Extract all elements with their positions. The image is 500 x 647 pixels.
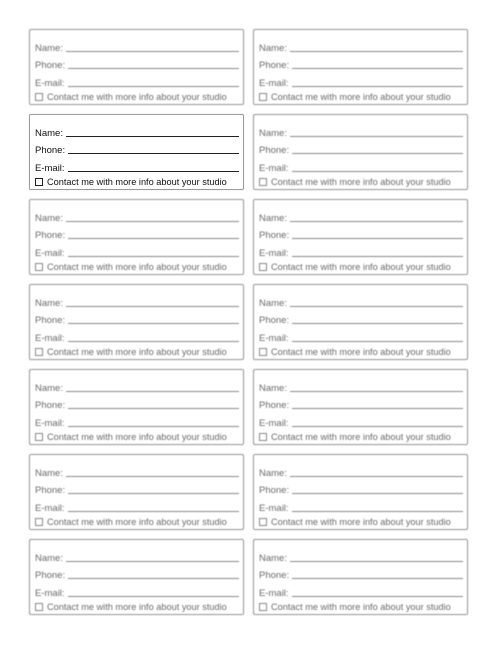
phone-field[interactable] bbox=[259, 309, 463, 327]
name-label: Name: bbox=[259, 297, 287, 309]
contact-checkbox-row[interactable] bbox=[35, 177, 239, 187]
name-line[interactable] bbox=[66, 50, 239, 52]
name-field[interactable] bbox=[259, 461, 463, 479]
name-field[interactable] bbox=[35, 121, 239, 139]
email-line[interactable] bbox=[68, 340, 239, 342]
contact-card bbox=[253, 284, 468, 360]
email-label: E-mail: bbox=[259, 417, 289, 429]
contact-card bbox=[29, 454, 244, 530]
phone-field[interactable] bbox=[35, 564, 239, 582]
phone-line[interactable] bbox=[292, 492, 463, 494]
phone-label: Phone: bbox=[35, 60, 66, 71]
phone-line[interactable] bbox=[68, 152, 239, 154]
email-field[interactable] bbox=[259, 496, 463, 514]
name-field[interactable] bbox=[259, 36, 463, 54]
email-label: E-mail: bbox=[259, 587, 289, 599]
email-line[interactable] bbox=[292, 595, 463, 597]
phone-label: Phone: bbox=[35, 315, 66, 326]
email-field[interactable] bbox=[35, 156, 239, 174]
name-field[interactable] bbox=[35, 461, 239, 479]
contact-checkbox[interactable] bbox=[35, 263, 43, 271]
contact-checkbox[interactable] bbox=[259, 518, 267, 526]
name-line[interactable] bbox=[290, 135, 463, 137]
email-line[interactable] bbox=[68, 255, 239, 257]
email-field[interactable] bbox=[259, 156, 463, 174]
contact-checkbox[interactable] bbox=[35, 603, 43, 611]
name-line[interactable] bbox=[66, 220, 239, 222]
contact-card bbox=[29, 539, 244, 615]
email-line[interactable] bbox=[292, 85, 463, 87]
email-field[interactable] bbox=[35, 581, 239, 599]
contact-card bbox=[29, 369, 244, 445]
name-field[interactable] bbox=[259, 291, 463, 309]
name-line[interactable] bbox=[290, 50, 463, 52]
phone-line[interactable] bbox=[68, 67, 239, 69]
contact-checkbox-row[interactable] bbox=[259, 92, 463, 102]
email-line[interactable] bbox=[68, 595, 239, 597]
phone-label: Phone: bbox=[259, 145, 290, 156]
contact-card bbox=[253, 29, 468, 105]
contact-checkbox[interactable] bbox=[259, 603, 267, 611]
email-line[interactable] bbox=[292, 340, 463, 342]
phone-field[interactable] bbox=[35, 224, 239, 242]
name-line[interactable] bbox=[290, 475, 463, 477]
contact-checkbox-label: Contact me with more info about your studio bbox=[271, 601, 451, 612]
name-label: Name: bbox=[259, 212, 287, 224]
name-label: Name: bbox=[35, 127, 63, 139]
contact-checkbox-row[interactable] bbox=[259, 517, 463, 527]
phone-field[interactable] bbox=[259, 394, 463, 412]
name-line[interactable] bbox=[66, 305, 239, 307]
email-label: E-mail: bbox=[259, 332, 289, 344]
card-grid bbox=[29, 29, 468, 615]
contact-checkbox-label: Contact me with more info about your studio bbox=[47, 516, 227, 527]
name-label: Name: bbox=[35, 552, 63, 564]
email-field[interactable] bbox=[259, 581, 463, 599]
email-label: E-mail: bbox=[259, 77, 289, 89]
phone-field[interactable] bbox=[259, 139, 463, 157]
phone-label: Phone: bbox=[259, 570, 290, 581]
name-line[interactable] bbox=[66, 475, 239, 477]
email-line[interactable] bbox=[68, 170, 239, 172]
email-field[interactable] bbox=[259, 411, 463, 429]
contact-checkbox-row[interactable] bbox=[35, 602, 239, 612]
contact-checkbox[interactable] bbox=[259, 348, 267, 356]
phone-label: Phone: bbox=[35, 145, 66, 156]
phone-field[interactable] bbox=[259, 224, 463, 242]
email-field[interactable] bbox=[35, 496, 239, 514]
name-field[interactable] bbox=[259, 376, 463, 394]
contact-checkbox-row[interactable] bbox=[259, 432, 463, 442]
phone-label: Phone: bbox=[35, 400, 66, 411]
name-line[interactable] bbox=[66, 390, 239, 392]
email-line[interactable] bbox=[292, 510, 463, 512]
email-label: E-mail: bbox=[35, 77, 65, 89]
name-label: Name: bbox=[259, 42, 287, 54]
name-line[interactable] bbox=[290, 390, 463, 392]
email-line[interactable] bbox=[292, 170, 463, 172]
contact-checkbox-label: Contact me with more info about your studio bbox=[47, 176, 227, 187]
contact-card bbox=[29, 284, 244, 360]
contact-checkbox[interactable] bbox=[259, 93, 267, 101]
name-line[interactable] bbox=[290, 220, 463, 222]
phone-label: Phone: bbox=[259, 230, 290, 241]
email-label: E-mail: bbox=[35, 332, 65, 344]
contact-checkbox-row[interactable] bbox=[259, 177, 463, 187]
email-label: E-mail: bbox=[35, 502, 65, 514]
contact-checkbox-row[interactable] bbox=[259, 347, 463, 357]
name-label: Name: bbox=[259, 382, 287, 394]
email-field[interactable] bbox=[259, 71, 463, 89]
contact-checkbox[interactable] bbox=[259, 178, 267, 186]
phone-line[interactable] bbox=[292, 322, 463, 324]
contact-checkbox-label: Contact me with more info about your studio bbox=[47, 91, 227, 102]
email-line[interactable] bbox=[68, 425, 239, 427]
name-field[interactable] bbox=[35, 546, 239, 564]
contact-checkbox[interactable] bbox=[35, 93, 43, 101]
contact-checkbox-label: Contact me with more info about your studio bbox=[271, 431, 451, 442]
contact-card bbox=[253, 539, 468, 615]
contact-checkbox-label: Contact me with more info about your studio bbox=[271, 516, 451, 527]
email-field[interactable] bbox=[35, 411, 239, 429]
contact-card bbox=[253, 114, 468, 190]
name-field[interactable] bbox=[35, 36, 239, 54]
phone-label: Phone: bbox=[259, 485, 290, 496]
phone-line[interactable] bbox=[68, 237, 239, 239]
phone-field[interactable] bbox=[35, 479, 239, 497]
email-field[interactable] bbox=[259, 241, 463, 259]
email-line[interactable] bbox=[68, 85, 239, 87]
name-line[interactable] bbox=[290, 305, 463, 307]
phone-line[interactable] bbox=[292, 67, 463, 69]
name-label: Name: bbox=[35, 382, 63, 394]
name-field[interactable] bbox=[259, 546, 463, 564]
phone-label: Phone: bbox=[35, 230, 66, 241]
phone-line[interactable] bbox=[68, 577, 239, 579]
phone-line[interactable] bbox=[292, 407, 463, 409]
email-field[interactable] bbox=[35, 241, 239, 259]
name-label: Name: bbox=[35, 467, 63, 479]
contact-checkbox-label: Contact me with more info about your studio bbox=[271, 91, 451, 102]
contact-checkbox-label: Contact me with more info about your studio bbox=[47, 261, 227, 272]
phone-field[interactable] bbox=[35, 394, 239, 412]
phone-field[interactable] bbox=[35, 54, 239, 72]
contact-checkbox-row[interactable] bbox=[35, 262, 239, 272]
contact-checkbox-row[interactable] bbox=[35, 92, 239, 102]
name-label: Name: bbox=[259, 467, 287, 479]
contact-card bbox=[29, 114, 244, 190]
phone-label: Phone: bbox=[259, 60, 290, 71]
phone-line[interactable] bbox=[292, 577, 463, 579]
phone-line[interactable] bbox=[68, 492, 239, 494]
name-field[interactable] bbox=[259, 206, 463, 224]
contact-card bbox=[29, 29, 244, 105]
email-field[interactable] bbox=[35, 326, 239, 344]
contact-card bbox=[253, 199, 468, 275]
phone-line[interactable] bbox=[68, 407, 239, 409]
name-field[interactable] bbox=[35, 206, 239, 224]
name-label: Name: bbox=[259, 127, 287, 139]
name-line[interactable] bbox=[66, 560, 239, 562]
phone-field[interactable] bbox=[259, 564, 463, 582]
phone-field[interactable] bbox=[35, 139, 239, 157]
name-label: Name: bbox=[35, 42, 63, 54]
phone-field[interactable] bbox=[259, 479, 463, 497]
email-line[interactable] bbox=[292, 425, 463, 427]
contact-checkbox-row[interactable] bbox=[35, 517, 239, 527]
contact-checkbox[interactable] bbox=[35, 433, 43, 441]
contact-card bbox=[253, 454, 468, 530]
contact-card bbox=[253, 369, 468, 445]
name-field[interactable] bbox=[259, 121, 463, 139]
phone-line[interactable] bbox=[292, 152, 463, 154]
email-label: E-mail: bbox=[259, 502, 289, 514]
contact-checkbox[interactable] bbox=[35, 178, 43, 186]
name-label: Name: bbox=[259, 552, 287, 564]
name-label: Name: bbox=[35, 212, 63, 224]
email-label: E-mail: bbox=[35, 162, 65, 174]
phone-field[interactable] bbox=[35, 309, 239, 327]
contact-checkbox-row[interactable] bbox=[35, 347, 239, 357]
contact-checkbox-row[interactable] bbox=[35, 432, 239, 442]
email-field[interactable] bbox=[259, 326, 463, 344]
contact-checkbox[interactable] bbox=[35, 518, 43, 526]
phone-line[interactable] bbox=[68, 322, 239, 324]
email-label: E-mail: bbox=[259, 247, 289, 259]
phone-line[interactable] bbox=[292, 237, 463, 239]
email-label: E-mail: bbox=[35, 417, 65, 429]
email-field[interactable] bbox=[35, 71, 239, 89]
contact-checkbox-label: Contact me with more info about your studio bbox=[271, 346, 451, 357]
email-line[interactable] bbox=[292, 255, 463, 257]
email-label: E-mail: bbox=[35, 247, 65, 259]
contact-checkbox-label: Contact me with more info about your studio bbox=[47, 601, 227, 612]
phone-label: Phone: bbox=[35, 570, 66, 581]
contact-card bbox=[29, 199, 244, 275]
phone-label: Phone: bbox=[259, 400, 290, 411]
name-field[interactable] bbox=[35, 291, 239, 309]
name-field[interactable] bbox=[35, 376, 239, 394]
contact-checkbox[interactable] bbox=[259, 263, 267, 271]
contact-checkbox-row[interactable] bbox=[259, 262, 463, 272]
contact-checkbox-label: Contact me with more info about your studio bbox=[271, 176, 451, 187]
email-line[interactable] bbox=[68, 510, 239, 512]
phone-field[interactable] bbox=[259, 54, 463, 72]
name-line[interactable] bbox=[66, 135, 239, 137]
contact-checkbox-label: Contact me with more info about your studio bbox=[271, 261, 451, 272]
name-line[interactable] bbox=[290, 560, 463, 562]
name-label: Name: bbox=[35, 297, 63, 309]
contact-checkbox[interactable] bbox=[259, 433, 267, 441]
contact-checkbox-label: Contact me with more info about your studio bbox=[47, 431, 227, 442]
contact-checkbox-row[interactable] bbox=[259, 602, 463, 612]
phone-label: Phone: bbox=[35, 485, 66, 496]
email-label: E-mail: bbox=[35, 587, 65, 599]
contact-checkbox-label: Contact me with more info about your studio bbox=[47, 346, 227, 357]
email-label: E-mail: bbox=[259, 162, 289, 174]
contact-checkbox[interactable] bbox=[35, 348, 43, 356]
phone-label: Phone: bbox=[259, 315, 290, 326]
